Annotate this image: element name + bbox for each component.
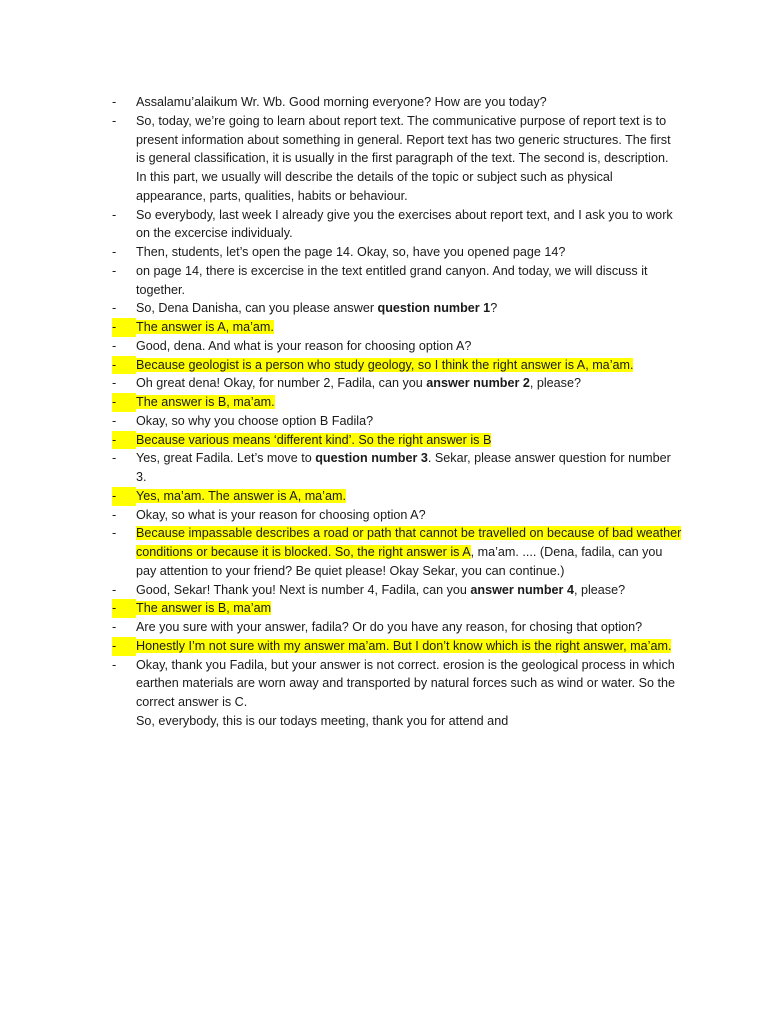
bullet-dash: - xyxy=(112,599,136,618)
highlighted-answer: Because various means ‘different kind’. So the right answer is B xyxy=(136,432,492,447)
transcript-line xyxy=(112,356,682,375)
line-text xyxy=(136,451,671,484)
line-text xyxy=(136,489,346,503)
transcript-line xyxy=(112,487,682,506)
line-text-post: , please? xyxy=(529,376,581,391)
line-text-plain: Good, dena. And what is your reason for choosing option A? xyxy=(136,338,472,353)
line-text-plain: Okay, thank you Fadila, but your answer is not correct. erosion is the geological process in which earthen materials are worn away and transported by natural forces such as wind or water. So the correct answer is C. xyxy=(136,657,676,709)
bullet-dash: - xyxy=(112,451,117,466)
line-text-plain: So, today, we’re going to learn about report text. The communicative purpose of report text is to present information about something in general. Report text has two generic structures. The first is general classification, it is usually in the first paragraph of the text. The second is, description. In this part, we usually will describe the details of the topic or subject such as physical appearance, parts, qualities, habits or behaviour. xyxy=(136,113,671,203)
line-text xyxy=(136,583,625,597)
transcript-line xyxy=(112,412,682,431)
bold-question-ref: question number 3 xyxy=(315,451,428,466)
bullet-dash: - xyxy=(112,245,117,259)
transcript-line xyxy=(112,393,682,412)
bold-question-ref: answer number 2 xyxy=(426,376,530,391)
bold-question-ref: question number 1 xyxy=(377,301,491,316)
bullet-dash: - xyxy=(112,318,136,337)
bullet-dash: - xyxy=(112,431,136,450)
line-text xyxy=(136,301,497,315)
transcript-line xyxy=(112,431,682,450)
line-text-pre: Yes, great Fadila. Let’s move to xyxy=(136,451,316,466)
line-text xyxy=(136,320,274,334)
line-text xyxy=(136,658,675,710)
bullet-dash: - xyxy=(112,582,117,597)
transcript-line xyxy=(112,618,682,637)
bullet-dash: - xyxy=(112,487,136,506)
transcript-line xyxy=(112,112,682,206)
bullet-dash: - xyxy=(112,413,117,428)
line-text-rest: , ma’am. .... (Dena, fadila, can you pay attention to your friend? Be quiet please! Okay Sekar, you can continue.) xyxy=(136,545,663,578)
line-text-plain: Assalamu’alaikum Wr. Wb. Good morning everyone? How are you today? xyxy=(136,95,547,109)
bullet-dash: - xyxy=(112,301,117,316)
highlighted-answer: The answer is B, ma’am. xyxy=(136,395,275,409)
transcript-line xyxy=(112,637,682,656)
line-text-plain: So, everybody, this is our todays meeting, thank you for attend and xyxy=(136,713,509,728)
highlighted-answer: Because geologist is a person who study geology, so I think the right answer is A, ma’am. xyxy=(136,357,634,372)
transcript-line xyxy=(112,656,682,712)
bullet-dash: - xyxy=(112,637,136,656)
line-text xyxy=(136,358,633,372)
line-text-plain: on page 14, there is excercise in the text entitled grand canyon. And today, we will discuss it together. xyxy=(136,263,648,297)
line-text-post: . Sekar, please answer question for number 3. xyxy=(136,451,671,484)
line-text-plain: Okay, so why you choose option B Fadila? xyxy=(136,413,374,428)
bullet-dash: - xyxy=(112,507,117,522)
bullet-dash: - xyxy=(112,338,117,353)
transcript-line xyxy=(112,712,682,731)
line-text-plain: So everybody, last week I already give you the exercises about report text, and I ask you to work on the excercise individualy. xyxy=(136,207,673,241)
line-text xyxy=(136,264,648,297)
transcript-line xyxy=(112,262,682,300)
bold-question-ref: answer number 4 xyxy=(470,582,574,597)
transcript-line xyxy=(112,506,682,525)
bullet-dash: - xyxy=(112,207,117,222)
line-text xyxy=(136,376,581,390)
bullet-dash: - xyxy=(112,113,117,128)
transcript-line xyxy=(112,299,682,318)
transcript-line xyxy=(112,524,682,580)
line-text-pre: So, Dena Danisha, can you please answer xyxy=(136,301,378,316)
line-text xyxy=(136,339,471,353)
transcript-list xyxy=(112,93,682,731)
line-text-pre: Oh great dena! Okay, for number 2, Fadila, can you xyxy=(136,376,427,391)
line-text xyxy=(136,114,671,203)
line-text-post: , please? xyxy=(573,582,626,597)
transcript-line xyxy=(112,374,682,393)
bullet-dash: - xyxy=(112,263,117,278)
line-text xyxy=(136,95,547,109)
bullet-dash: - xyxy=(112,526,117,541)
line-text-plain: Okay, so what is your reason for choosing option A? xyxy=(136,507,426,522)
bullet-dash: - xyxy=(112,356,136,375)
transcript-line xyxy=(112,243,682,262)
line-text xyxy=(136,601,271,615)
line-text xyxy=(136,433,491,447)
line-text xyxy=(136,508,426,522)
highlighted-answer: The answer is B, ma’am xyxy=(136,601,272,616)
bullet-dash: - xyxy=(112,657,117,672)
line-text xyxy=(136,414,373,428)
highlighted-answer: The answer is A, ma’am. xyxy=(136,320,274,334)
transcript-line xyxy=(112,206,682,244)
bullet-dash: - xyxy=(112,95,117,109)
line-text xyxy=(136,714,508,728)
transcript-line xyxy=(112,337,682,356)
bullet-dash: - xyxy=(112,376,117,391)
transcript-line xyxy=(112,581,682,600)
line-text-plain: Then, students, let’s open the page 14. Okay, so, have you opened page 14? xyxy=(136,245,566,259)
highlighted-answer: Because impassable describes a road or path that cannot be travelled on because of bad weather conditions or because it is blocked. So, the right answer is A xyxy=(136,526,682,559)
highlighted-answer: Honestly I’m not sure with my answer ma’am. But I don’t know which is the right answer, ma’am. xyxy=(136,638,672,653)
line-text xyxy=(136,620,642,634)
transcript-line xyxy=(112,599,682,618)
line-text xyxy=(136,245,565,259)
line-text-plain: Are you sure with your answer, fadila? Or do you have any reason, for chosing that option? xyxy=(136,620,643,634)
transcript-line xyxy=(112,318,682,337)
line-text-post: ? xyxy=(490,301,498,316)
line-text xyxy=(136,526,681,578)
line-text xyxy=(136,208,673,241)
line-text xyxy=(136,639,671,653)
line-text-pre: Good, Sekar! Thank you! Next is number 4, Fadila, can you xyxy=(136,582,471,597)
line-text xyxy=(136,395,275,409)
transcript-line xyxy=(112,93,682,112)
transcript-line xyxy=(112,449,682,487)
bullet-dash: - xyxy=(112,620,117,634)
highlighted-answer: Yes, ma’am. The answer is A, ma’am. xyxy=(136,488,346,503)
bullet-dash: - xyxy=(112,393,136,412)
